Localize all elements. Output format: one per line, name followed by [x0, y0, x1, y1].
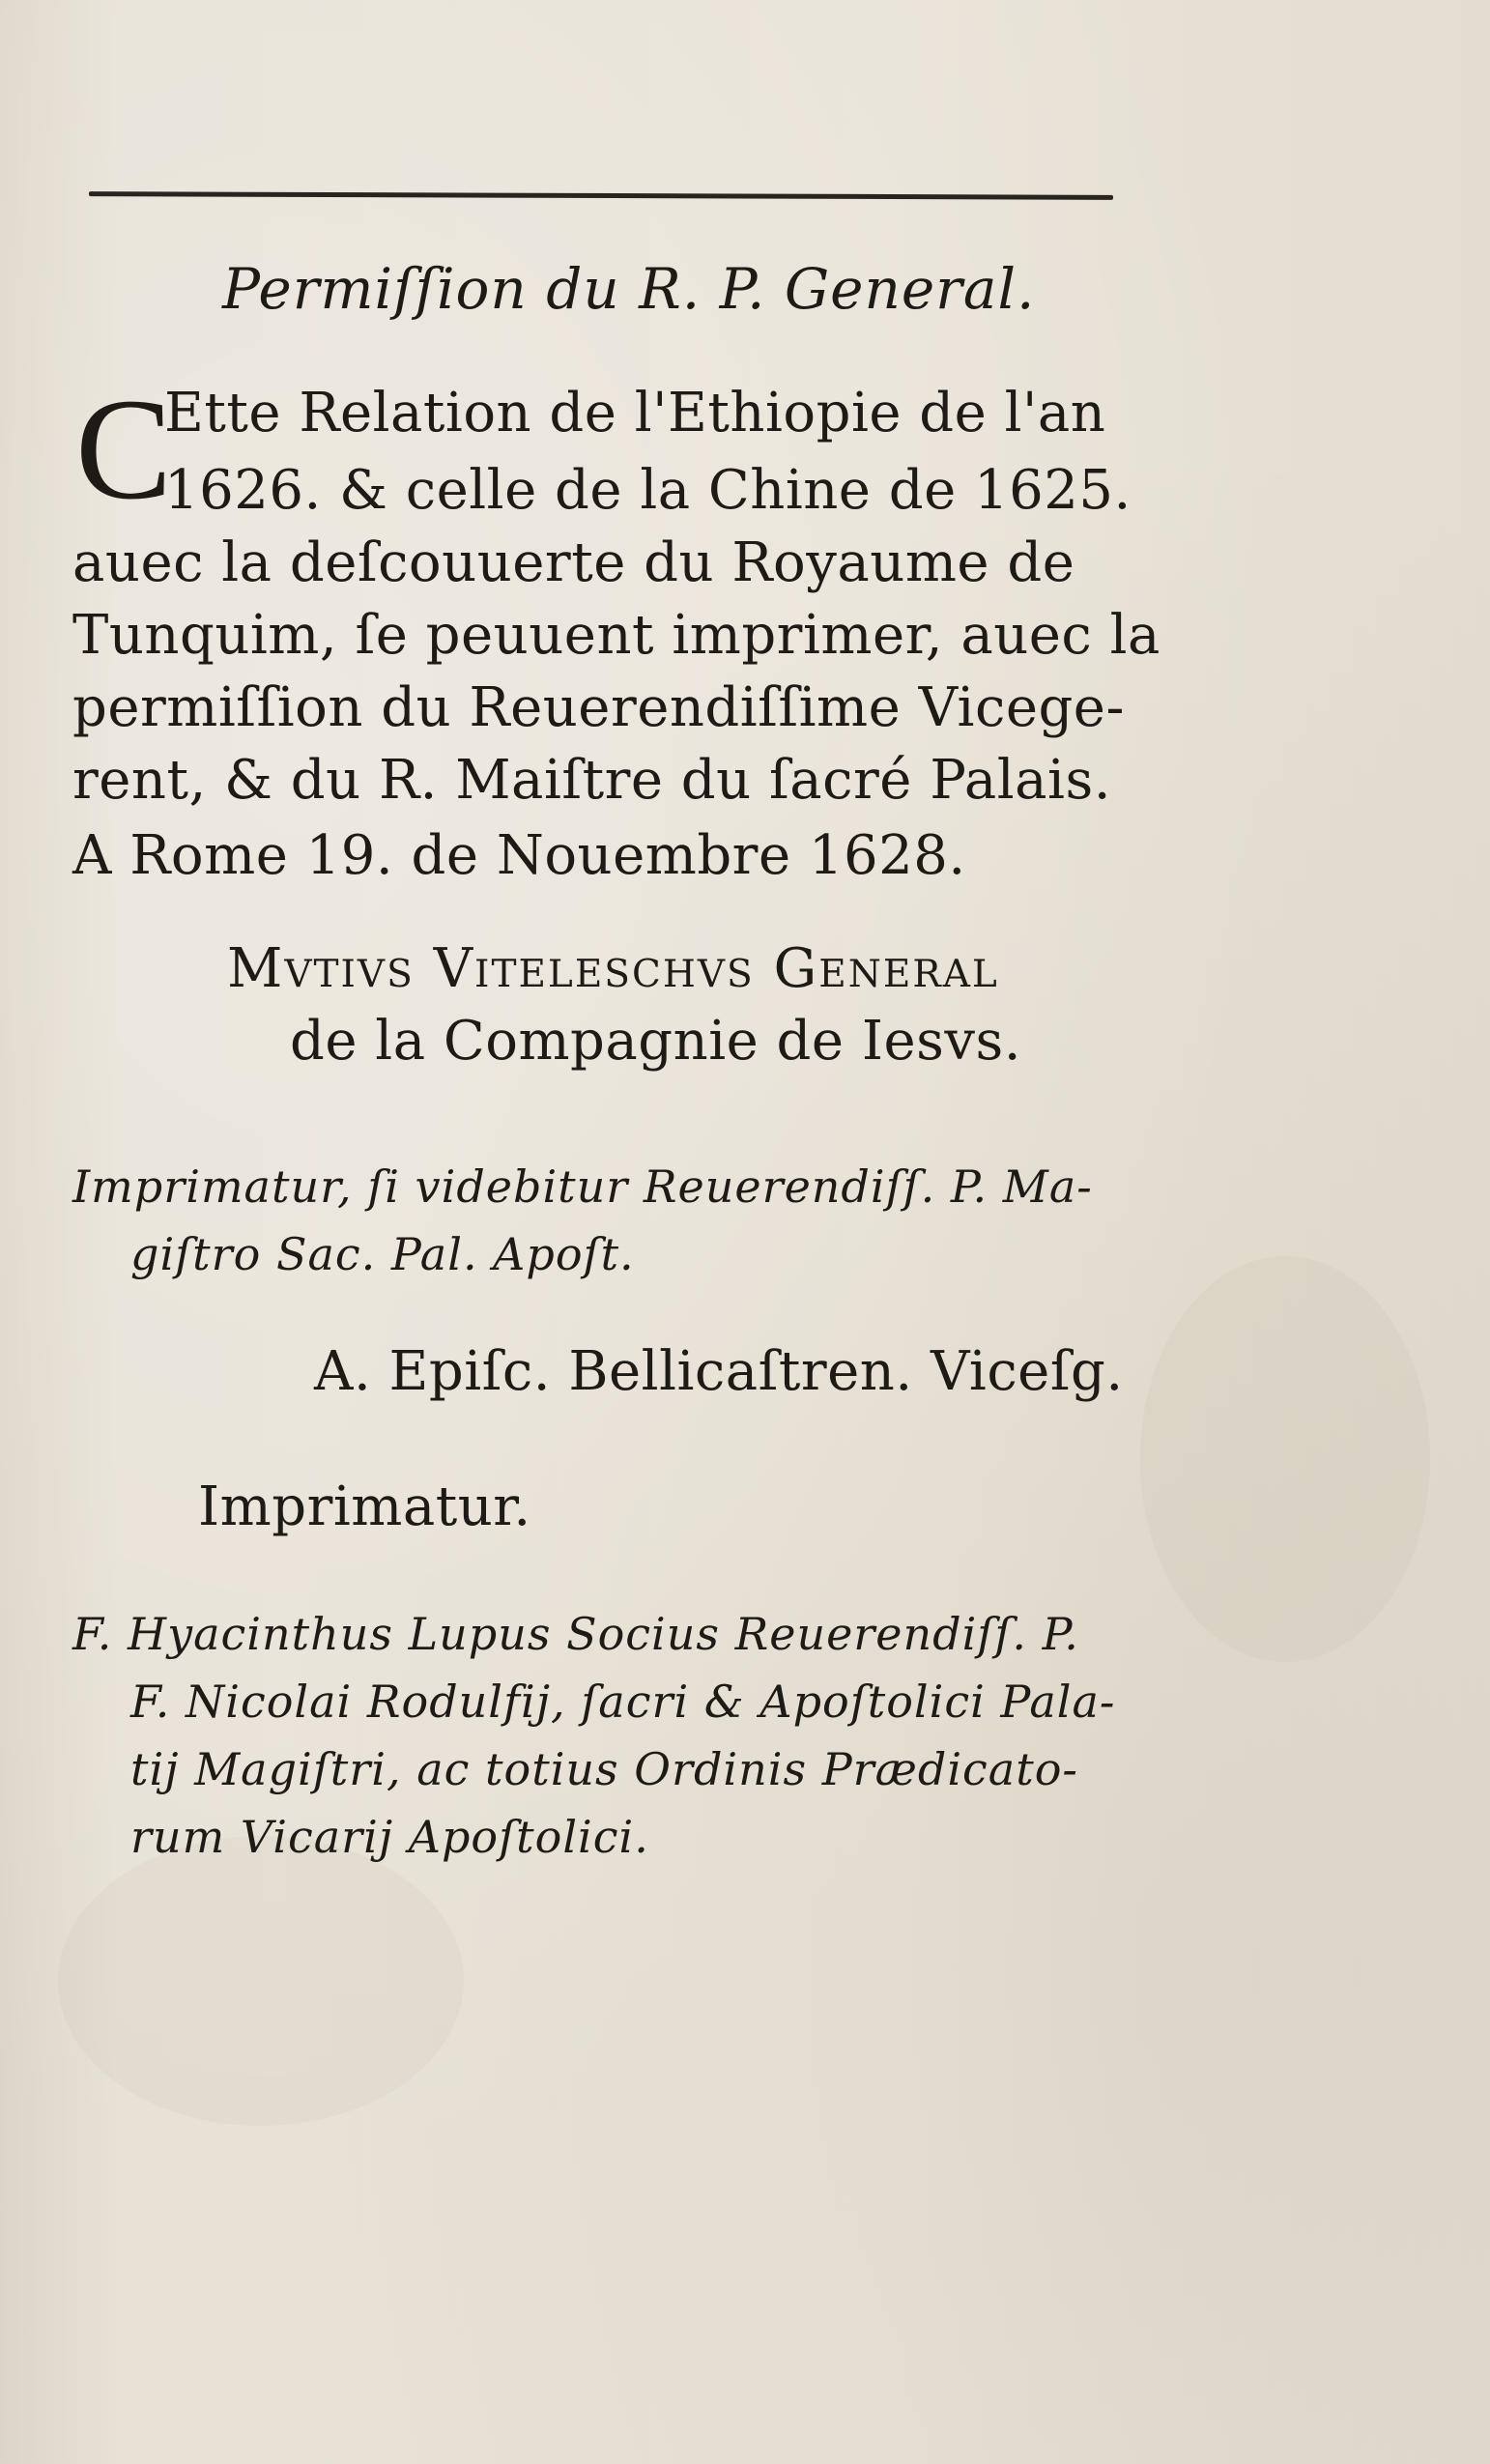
- imprimatur-master-line-3: tij Magiſtri, ac totius Ordinis Prædicato-: [130, 1743, 1078, 1795]
- imprimatur-vicegerent-line-2: giſtro Sac. Pal. Apoſt.: [130, 1228, 635, 1280]
- permission-line-5: permiſſion du Reuerendiſſime Vicege-: [72, 676, 1125, 739]
- general-signature-name: Mvtivs Viteleschvs General: [227, 937, 999, 1000]
- imprimatur-master-line-1: F. Hyacinthus Lupus Socius Reuerendiſſ. P.: [72, 1608, 1079, 1660]
- header-rule: [89, 191, 1113, 200]
- general-signature-title: de la Compagnie de Iesvs.: [290, 1010, 1022, 1073]
- permission-line-1: Ette Relation de l'Ethiopie de l'an: [164, 382, 1106, 444]
- permission-line-3: auec la deſcouuerte du Royaume de: [72, 531, 1075, 594]
- permission-line-2: 1626. & celle de la Chine de 1625.: [164, 459, 1132, 522]
- vicegerent-signer: A. Epiſc. Bellicaſtren. Viceſg.: [314, 1340, 1124, 1403]
- paper-stain: [1140, 1256, 1430, 1662]
- imprimatur-master-line-2: F. Nicolai Rodulfij, ſacri & Apoſtolici Pala-: [130, 1676, 1116, 1728]
- imprimatur-heading: Imprimatur.: [198, 1476, 531, 1538]
- paper-stain: [58, 1836, 464, 2126]
- permission-line-6: rent, & du R. Maiſtre du ſacré Palais.: [72, 749, 1111, 812]
- permission-date: A Rome 19. de Nouembre 1628.: [72, 824, 966, 887]
- drop-capital: C: [75, 369, 173, 530]
- page-title: Permiſſion du R. P. General.: [222, 256, 1036, 322]
- permission-line-4: Tunquim, ſe peuuent imprimer, auec la: [72, 604, 1160, 667]
- imprimatur-vicegerent-line-1: Imprimatur, ſi videbitur Reuerendiſſ. P. Ma-: [72, 1160, 1093, 1213]
- imprimatur-master-line-4: rum Vicarij Apoſtolici.: [130, 1811, 649, 1863]
